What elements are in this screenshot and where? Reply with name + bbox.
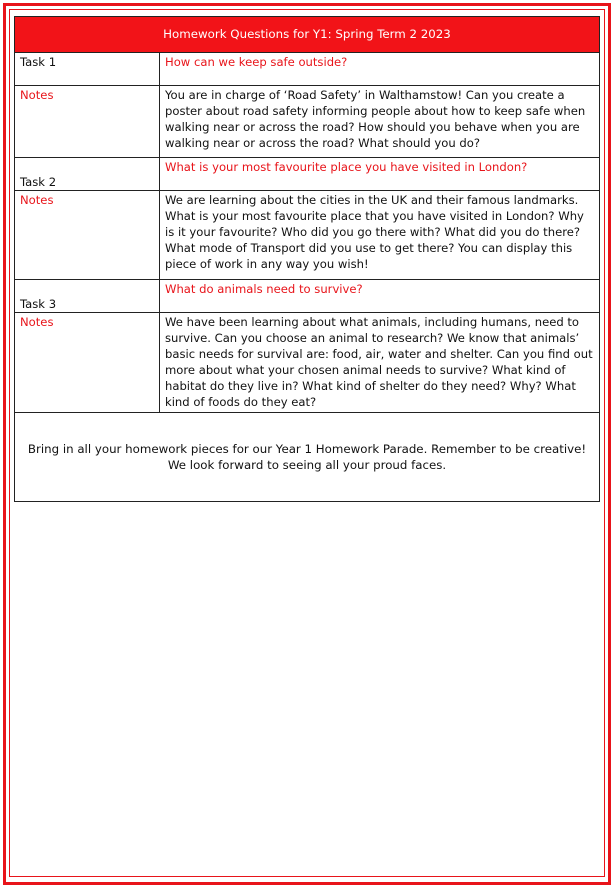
task-label: Task 2 (15, 158, 160, 191)
homework-table (14, 16, 600, 502)
task-notes: We have been learning about what animals, including humans, need to survive. Can you choose an animal to research? We know that animals’ basic needs for survival are: food, air, water and shelter. Can you find out more about what your chosen animal needs to survive? What kind of habitat do they live in? What kind of shelter do they need? Why? What kind of foods do they eat? (160, 313, 600, 413)
task-label: Task 1 (15, 53, 160, 86)
footer-line-1: Bring in all your homework pieces for our Year 1 Homework Parade. Remember to be creative! (27, 441, 587, 456)
task-row (15, 158, 600, 191)
notes-row (15, 313, 600, 413)
notes-label: Notes (15, 191, 160, 280)
notes-label: Notes (15, 86, 160, 158)
footer-line-2: We look forward to seeing all your proud faces. (167, 457, 447, 472)
notes-label: Notes (15, 313, 160, 413)
task-question: What do animals need to survive? (160, 280, 600, 313)
footer-row (15, 413, 600, 502)
task-notes: You are in charge of ‘Road Safety’ in Walthamstow! Can you create a poster about road safety informing people about how to keep safe when walking near or across the road? How should you behave when you are walking near or across the road? What should you do? (160, 86, 600, 158)
footer-message (15, 413, 600, 502)
header-row (15, 17, 600, 53)
task-label: Task 3 (15, 280, 160, 313)
task-question: What is your most favourite place you have visited in London? (160, 158, 600, 191)
task-row (15, 53, 600, 86)
task-question: How can we keep safe outside? (160, 53, 600, 86)
task-notes: We are learning about the cities in the UK and their famous landmarks. What is your most favourite place that you have visited in London? Why is it your favourite? Who did you go there with? What did you do there? What mode of Transport did you use to get there? You can display this piece of work in any way you wish! (160, 191, 600, 280)
notes-row (15, 86, 600, 158)
task-row (15, 280, 600, 313)
page-title: Homework Questions for Y1: Spring Term 2 2023 (15, 17, 600, 53)
notes-row (15, 191, 600, 280)
